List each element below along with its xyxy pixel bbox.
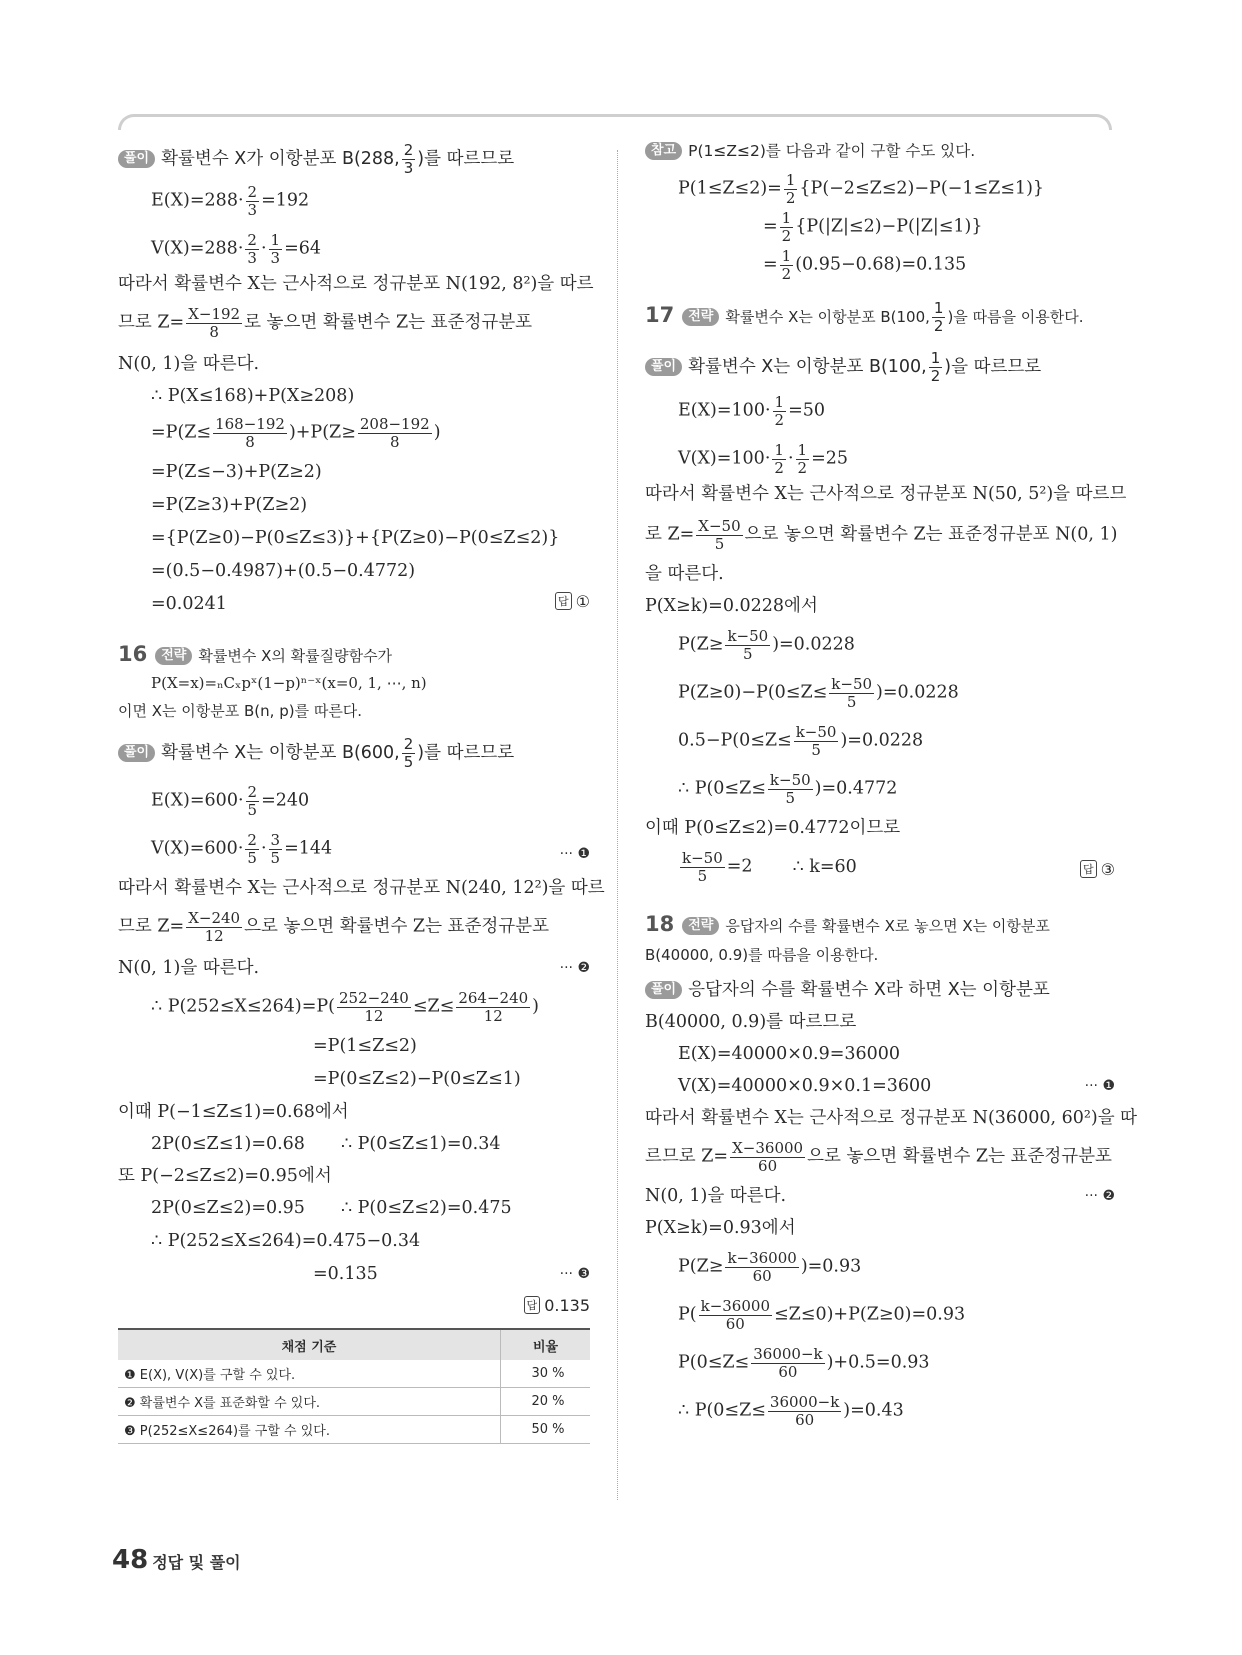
answer-icon: 답: [524, 1296, 541, 1314]
fraction: $\frac{2}{5}$: [247, 831, 257, 867]
p16-vx: V(X)=600· $\frac{2}{5}$ · $\frac{3}{5}$ =144: [151, 831, 333, 867]
fraction: $\frac{252-240}{12}$: [338, 989, 409, 1025]
fraction: $\frac{X-240}{12}$: [188, 909, 241, 945]
p15-step2: =P(Z≤ $\frac{168-192}{8}$ )+P(Z≥ $\frac{208-192}{8}$ ): [151, 415, 441, 451]
solution-badge: 풀이: [645, 981, 682, 999]
table-header: 비율: [501, 1329, 591, 1360]
fraction: $\frac{1}{2}$: [781, 247, 792, 283]
fraction: $\frac{k-50}{5}$: [769, 771, 811, 807]
fraction: $\frac{1}{2}$: [797, 441, 808, 477]
fraction: $\frac{264-240}{12}$: [458, 989, 529, 1025]
grading-table: [118, 1328, 590, 1444]
note-badge: 참고: [645, 142, 682, 160]
answer-icon: 답: [555, 592, 572, 610]
p17-approx: 따라서 확률변수 X는 근사적으로 정규분포 N(50, 5²)을 따르므: [645, 484, 1127, 504]
page-top-rule: [118, 114, 1112, 130]
fraction: $\frac{168-192}{8}$: [215, 415, 285, 451]
p16-n01: N(0, 1)을 따른다.: [118, 958, 260, 978]
p15-answer: 답 ①: [555, 592, 590, 611]
p16-calc8: ∴ P(252≤X≤264)=0.475−0.34: [151, 1231, 421, 1251]
fraction: $\frac{k-36000}{60}$: [700, 1297, 770, 1333]
fraction: $\frac{X-50}{5}$: [698, 517, 741, 553]
p17-k1: P(Z≥ $\frac{k-50}{5}$ )=0.0228: [678, 627, 855, 663]
fraction: $\frac{1}{2}$: [930, 349, 941, 385]
page-number: 48: [112, 1545, 149, 1575]
table-row: ❶ E(X), V(X)를 구할 수 있다. 30 %: [118, 1360, 590, 1388]
p16-calc2: =P(1≤Z≤2): [313, 1036, 417, 1056]
fraction: $\frac{2}{3}$: [403, 141, 414, 177]
mark-2: ··· ❷: [559, 960, 590, 976]
fraction: $\frac{3}{5}$: [270, 831, 281, 867]
fraction: $\frac{1}{2}$: [785, 171, 796, 207]
fraction: $\frac{X-36000}{60}$: [732, 1139, 804, 1175]
footer-title: 정답 및 풀이: [152, 1553, 241, 1572]
p15-step5: ={P(Z≥0)−P(0≤Z≤3)}+{P(Z≥0)−P(0≤Z≤2)}: [151, 528, 560, 548]
p15-std: 므로 Z= $\frac{X-192}{8}$ 로 놓으면 확률변수 Z는 표준정규분포: [118, 305, 533, 341]
p16-calc9: =0.135: [313, 1264, 378, 1284]
p17-k: P(X≥k)=0.0228에서: [645, 596, 818, 616]
mark-2: ··· ❷: [1084, 1188, 1115, 1204]
p17-follow: 을 따른다.: [645, 564, 724, 584]
p17-result: $\frac{k-50}{5}$ =2 ∴ k=60: [682, 849, 857, 885]
mark-1: ··· ❶: [559, 846, 590, 862]
fraction: $\frac{1}{2}$: [781, 209, 792, 245]
p16-calc4: 이때 P(−1≤Z≤1)=0.68에서: [118, 1102, 349, 1122]
p17-since: 이때 P(0≤Z≤2)=0.4772이므로: [645, 818, 901, 838]
strategy-badge: 전략: [155, 647, 192, 665]
p15-vx: V(X)=288· $\frac{2}{3}$ · $\frac{1}{3}$ =64: [151, 231, 321, 267]
p16-pmf: P(X=x)=ₙCₓpˣ(1−p)ⁿ⁻ˣ(x=0, 1, ⋯, n): [151, 674, 427, 692]
p15-step3: =P(Z≤−3)+P(Z≥2): [151, 462, 322, 482]
p17-std: 로 Z= $\frac{X-50}{5}$ 으로 놓으면 확률변수 Z는 표준정규분포 N(0, 1): [645, 517, 1118, 553]
p18-approx: 따라서 확률변수 X는 근사적으로 정규분포 N(36000, 60²)을 따: [645, 1108, 1138, 1128]
fraction: $\frac{k-36000}{60}$: [727, 1249, 797, 1285]
table-row: ❸ P(252≤X≤264)를 구할 수 있다. 50 %: [118, 1416, 590, 1444]
problem-number: 18: [645, 912, 675, 936]
p16-calc1: ∴ P(252≤X≤264)=P( $\frac{252-240}{12}$ ≤Z≤ $\frac{264-240}{12}$ ): [151, 989, 539, 1025]
fraction: $\frac{2}{3}$: [247, 231, 257, 267]
p17-vx: V(X)=100· $\frac{1}{2}$ · $\frac{1}{2}$ =25: [678, 441, 848, 477]
p16-answer: 답 0.135: [524, 1296, 590, 1315]
fraction: $\frac{k-50}{5}$: [682, 849, 723, 885]
fraction: $\frac{1}{3}$: [270, 231, 281, 267]
problem-number: 16: [118, 642, 148, 666]
table-row: ❷ 확률변수 X를 표준화할 수 있다. 20 %: [118, 1388, 590, 1416]
table-header: 채점 기준: [118, 1329, 501, 1360]
fraction: $\frac{k-50}{5}$: [831, 675, 873, 711]
p18-k2: P( $\frac{k-36000}{60}$ ≤Z≤0)+P(Z≥0)=0.93: [678, 1297, 966, 1333]
p18-std: 르므로 Z= $\frac{X-36000}{60}$ 으로 놓으면 확률변수 Z는 표준정규분포: [645, 1139, 1112, 1175]
answer-icon: 답: [1080, 860, 1097, 878]
strategy-badge: 전략: [682, 308, 719, 326]
p18-k4: ∴ P(0≤Z≤ $\frac{36000-k}{60}$ )=0.43: [678, 1393, 904, 1429]
p18-strategy2: B(40000, 0.9)를 따름을 이용한다.: [645, 946, 879, 964]
p15-step7: =0.0241: [151, 594, 227, 614]
p15-step4: =P(Z≥3)+P(Z≥2): [151, 495, 308, 515]
fraction: $\frac{1}{2}$: [933, 299, 944, 335]
p17-strategy: 17 전략 확률변수 X는 이항분포 B(100, $\frac{1}{2}$ )을 따름을 이용한다.: [645, 299, 1084, 335]
p18-intro2: B(40000, 0.9)를 따르므로: [645, 1012, 857, 1032]
fraction: $\frac{1}{2}$: [774, 393, 785, 429]
p15-n01: N(0, 1)을 따른다.: [118, 354, 260, 374]
fraction: $\frac{X-192}{8}$: [188, 305, 241, 341]
p17-answer: 답 ③: [1080, 860, 1115, 879]
solution-badge: 풀이: [645, 358, 682, 376]
p16-approx: 따라서 확률변수 X는 근사적으로 정규분포 N(240, 12²)을 따르: [118, 878, 605, 898]
fraction: $\frac{2}{5}$: [403, 735, 414, 771]
fraction: $\frac{2}{5}$: [247, 783, 258, 819]
p16-binom: 이면 X는 이항분포 B(n, p)를 따른다.: [118, 702, 363, 720]
mark-1: ··· ❶: [1084, 1078, 1115, 1094]
p16-strategy: 16 전략 확률변수 X의 확률질량함수가: [118, 642, 393, 666]
note-line1: P(1≤Z≤2)= $\frac{1}{2}$ {P(−2≤Z≤2)−P(−1≤Z≤1)}: [678, 171, 1045, 207]
p16-std: 므로 Z= $\frac{X-240}{12}$ 으로 놓으면 확률변수 Z는 표준정규분포: [118, 909, 549, 945]
p17-k2: P(Z≥0)−P(0≤Z≤ $\frac{k-50}{5}$ )=0.0228: [678, 675, 959, 711]
p18-strategy: 18 전략 응답자의 수를 확률변수 X로 놓으면 X는 이항분포: [645, 912, 1050, 936]
fraction: $\frac{k-50}{5}$: [795, 723, 837, 759]
p16-calc3: =P(0≤Z≤2)−P(0≤Z≤1): [313, 1069, 521, 1089]
mark-3: ··· ❸: [559, 1266, 590, 1282]
p16-calc7: 2P(0≤Z≤2)=0.95 ∴ P(0≤Z≤2)=0.475: [151, 1198, 512, 1218]
p15-approx: 따라서 확률변수 X는 근사적으로 정규분포 N(192, 8²)을 따르: [118, 274, 594, 294]
page-footer: [112, 1545, 241, 1575]
p16-calc5: 2P(0≤Z≤1)=0.68 ∴ P(0≤Z≤1)=0.34: [151, 1134, 501, 1154]
p18-k: P(X≥k)=0.93에서: [645, 1218, 796, 1238]
fraction: $\frac{208-192}{8}$: [359, 415, 430, 451]
column-divider: [617, 150, 618, 1500]
p18-k1: P(Z≥ $\frac{k-36000}{60}$ )=0.93: [678, 1249, 862, 1285]
fraction: $\frac{2}{3}$: [247, 183, 258, 219]
p16-ex: E(X)=600· $\frac{2}{5}$ =240: [151, 783, 310, 819]
note-line3: = $\frac{1}{2}$ (0.95−0.68)=0.135: [763, 247, 967, 283]
fraction: $\frac{36000-k}{60}$: [753, 1345, 823, 1381]
fraction: $\frac{k-50}{5}$: [727, 627, 769, 663]
p18-n01: N(0, 1)을 따른다.: [645, 1186, 787, 1206]
p18-ex: E(X)=40000×0.9=36000: [678, 1044, 901, 1064]
solution-badge: 풀이: [118, 744, 155, 762]
p17-ex: E(X)=100· $\frac{1}{2}$ =50: [678, 393, 826, 429]
p16-intro: 풀이 확률변수 X는 이항분포 B(600, $\frac{2}{5}$ )를 따르므로: [118, 736, 514, 770]
p18-vx: V(X)=40000×0.9×0.1=3600: [678, 1076, 932, 1096]
p15-ex: E(X)=288· $\frac{2}{3}$ =192: [151, 183, 310, 219]
p15-step6: =(0.5−0.4987)+(0.5−0.4772): [151, 561, 416, 581]
p15-step1: ∴ P(X≤168)+P(X≥208): [151, 386, 355, 406]
solution-badge: 풀이: [118, 150, 155, 168]
p17-k4: ∴ P(0≤Z≤ $\frac{k-50}{5}$ )=0.4772: [678, 771, 898, 807]
p18-intro: 풀이 응답자의 수를 확률변수 X라 하면 X는 이항분포: [645, 980, 1050, 1001]
p17-k3: 0.5−P(0≤Z≤ $\frac{k-50}{5}$ )=0.0228: [678, 723, 924, 759]
note-line2: = $\frac{1}{2}$ {P(|Z|≤2)−P(|Z|≤1)}: [763, 209, 983, 245]
p16-calc6: 또 P(−2≤Z≤2)=0.95에서: [118, 1166, 332, 1186]
p17-intro: 풀이 확률변수 X는 이항분포 B(100, $\frac{1}{2}$ )을 따르므로: [645, 350, 1041, 384]
p15-intro: 풀이 확률변수 X가 이항분포 B(288, $\frac{2}{3}$ )를 따르므로: [118, 142, 514, 176]
strategy-badge: 전략: [682, 917, 719, 935]
problem-number: 17: [645, 303, 675, 327]
fraction: $\frac{36000-k}{60}$: [769, 1393, 840, 1429]
p18-k3: P(0≤Z≤ $\frac{36000-k}{60}$ )+0.5=0.93: [678, 1345, 930, 1381]
note-intro: 참고 P(1≤Z≤2)를 다음과 같이 구할 수도 있다.: [645, 142, 975, 161]
fraction: $\frac{1}{2}$: [774, 441, 784, 477]
